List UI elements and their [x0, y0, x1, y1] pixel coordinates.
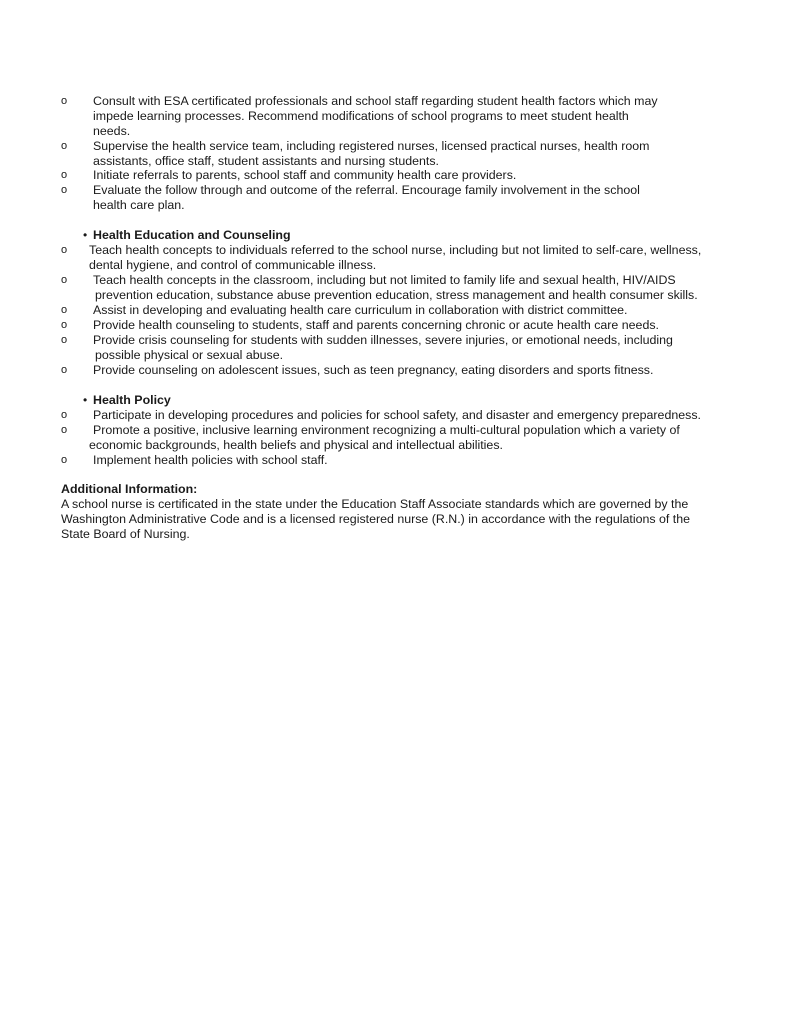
list-item-line: impede learning processes. Recommend modifications of school programs to meet student health	[93, 109, 629, 123]
list-item-line: needs.	[93, 124, 131, 138]
list-marker: o	[61, 454, 68, 466]
list-item-line: Initiate referrals to parents, school staff and community health care providers.	[93, 168, 517, 182]
list-item-line: prevention education, substance abuse prevention education, stress management and health consumer skills.	[95, 288, 698, 302]
list-item-line: Promote a positive, inclusive learning environment recognizing a multi-cultural population which a variety of	[93, 423, 680, 437]
list-marker: o	[61, 319, 68, 331]
paragraph-line: State Board of Nursing.	[61, 527, 190, 541]
list-item-line: economic backgrounds, health beliefs and physical and intellectual abilities.	[89, 438, 503, 452]
list-item-line: Provide crisis counseling for students with sudden illnesses, severe injuries, or emotional needs, including	[93, 333, 673, 347]
list-item-line: health care plan.	[93, 198, 185, 212]
list-marker: o	[61, 334, 68, 346]
list-marker: o	[61, 364, 68, 376]
list-item-line: Evaluate the follow through and outcome of the referral. Encourage family involvement in the school	[93, 183, 640, 197]
list-marker: o	[61, 424, 68, 436]
list-marker: o	[61, 274, 68, 286]
list-item-line: Supervise the health service team, including registered nurses, licensed practical nurses, health room	[93, 139, 650, 153]
list-marker: o	[61, 244, 68, 256]
list-item-line: dental hygiene, and control of communicable illness.	[89, 258, 377, 272]
list-item-line: Teach health concepts in the classroom, including but not limited to family life and sexual health, HIV/AIDS	[93, 273, 676, 287]
list-item-line: Participate in developing procedures and policies for school safety, and disaster and emergency preparedness.	[93, 408, 701, 422]
list-item-line: possible physical or sexual abuse.	[95, 348, 284, 362]
list-item-line: assistants, office staff, student assistants and nursing students.	[93, 154, 439, 168]
list-item-line: Provide counseling on adolescent issues, such as teen pregnancy, eating disorders and sports fitness.	[93, 363, 654, 377]
section-heading: Health Policy	[93, 393, 171, 407]
list-marker: o	[61, 169, 68, 181]
paragraph-line: Washington Administrative Code and is a licensed registered nurse (R.N.) in accordance with the regulations of the	[61, 512, 691, 526]
list-item-line: Consult with ESA certificated professionals and school staff regarding student health factors which may	[93, 94, 658, 108]
list-marker: o	[61, 95, 68, 107]
list-marker: o	[61, 304, 68, 316]
section-bullet: •	[83, 228, 88, 242]
additional-heading: Additional Information:	[61, 482, 198, 496]
section-heading: Health Education and Counseling	[93, 228, 291, 242]
list-item-line: Assist in developing and evaluating health care curriculum in collaboration with district committee.	[93, 303, 628, 317]
list-item-line: Implement health policies with school staff.	[93, 453, 328, 467]
list-item-line: Teach health concepts to individuals referred to the school nurse, including but not limited to self-care, wellness,	[89, 243, 702, 257]
paragraph-line: A school nurse is certificated in the state under the Education Staff Associate standards which are governed by the	[61, 497, 689, 511]
list-marker: o	[61, 184, 68, 196]
list-marker: o	[61, 140, 68, 152]
list-item-line: Provide health counseling to students, staff and parents concerning chronic or acute health care needs.	[93, 318, 659, 332]
section-bullet: •	[83, 393, 88, 407]
list-marker: o	[61, 409, 68, 421]
